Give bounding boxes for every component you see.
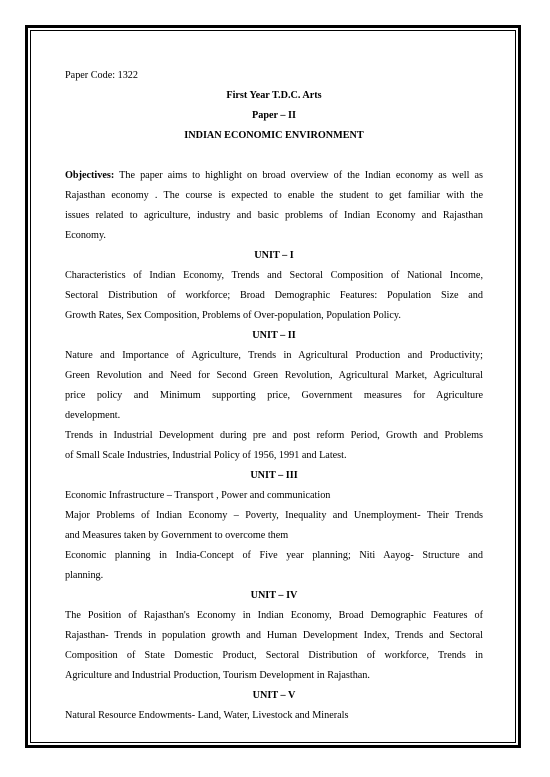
unit-1-heading: UNIT – I <box>254 250 294 261</box>
objectives-label: Objectives: <box>65 170 115 181</box>
unit-4-line-2: Rajasthan- Trends in population growth and Human Development Index, Trends and Sectoral <box>65 630 483 641</box>
objectives-line-4: Economy. <box>65 230 106 241</box>
unit-2-line-2: Green Revolution and Need for Second Green Revolution, Agricultural Market, Agricultural <box>65 370 483 381</box>
unit-3-line-1: Economic Infrastructure – Transport , Power and communication <box>65 490 331 501</box>
unit-4-line-1: The Position of Rajasthan's Economy in Indian Economy, Broad Demographic Features of <box>65 610 483 621</box>
unit-3-heading: UNIT – III <box>250 470 298 481</box>
objectives-text: The paper aims to highlight on broad overview of the Indian economy as well as <box>114 170 483 181</box>
unit-1-line-2: Sectoral Distribution of workforce; Broad Demographic Features: Population Size and <box>65 290 483 301</box>
document-content <box>65 66 483 726</box>
unit-4-heading: UNIT – IV <box>250 590 298 601</box>
unit-2-line-4: development. <box>65 410 121 421</box>
unit-2-heading: UNIT – II <box>252 330 296 341</box>
objectives-line-3: issues related to agriculture, industry and basic problems of Indian Economy and Rajasthan <box>65 210 483 221</box>
unit-5-line-1: Natural Resource Endowments- Land, Water, Livestock and Minerals <box>65 710 349 721</box>
spacer <box>65 146 483 166</box>
unit-1-line-1: Characteristics of Indian Economy, Trends and Sectoral Composition of National Income, <box>65 270 483 281</box>
unit-2-line-1: Nature and Importance of Agriculture, Trends in Agricultural Production and Productivity; <box>65 350 483 361</box>
objectives-line-1 <box>65 166 483 186</box>
paper-number: Paper – II <box>252 110 296 121</box>
unit-3-line-3: and Measures taken by Government to overcome them <box>65 530 289 541</box>
paper-code: Paper Code: 1322 <box>65 70 138 81</box>
unit-4-line-4: Agriculture and Industrial Production, Tourism Development in Rajasthan. <box>65 670 370 681</box>
unit-2-line-5: Trends in Industrial Development during pre and post reform Period, Growth and Problems <box>65 430 483 441</box>
unit-2-line-3: price policy and Minimum supporting price, Government measures for Agriculture <box>65 390 483 401</box>
unit-4-line-3: Composition of State Domestic Product, Sectoral Distribution of workforce, Trends in <box>65 650 483 661</box>
unit-1-line-3: Growth Rates, Sex Composition, Problems of Over-population, Population Policy. <box>65 310 401 321</box>
objectives-line-2: Rajasthan economy . The course is expected to enable the student to get familiar with the <box>65 190 483 201</box>
unit-3-line-5: planning. <box>65 570 104 581</box>
unit-5-heading: UNIT – V <box>252 690 296 701</box>
unit-3-line-4: Economic planning in India-Concept of Five year planning; Niti Aayog- Structure and <box>65 550 483 561</box>
unit-2-line-6: of Small Scale Industries, Industrial Policy of 1956, 1991 and Latest. <box>65 450 347 461</box>
unit-3-line-2: Major Problems of Indian Economy – Poverty, Inequality and Unemployment- Their Trends <box>65 510 483 521</box>
course-title: First Year T.D.C. Arts <box>226 90 322 101</box>
subject-title: INDIAN ECONOMIC ENVIRONMENT <box>184 130 364 141</box>
